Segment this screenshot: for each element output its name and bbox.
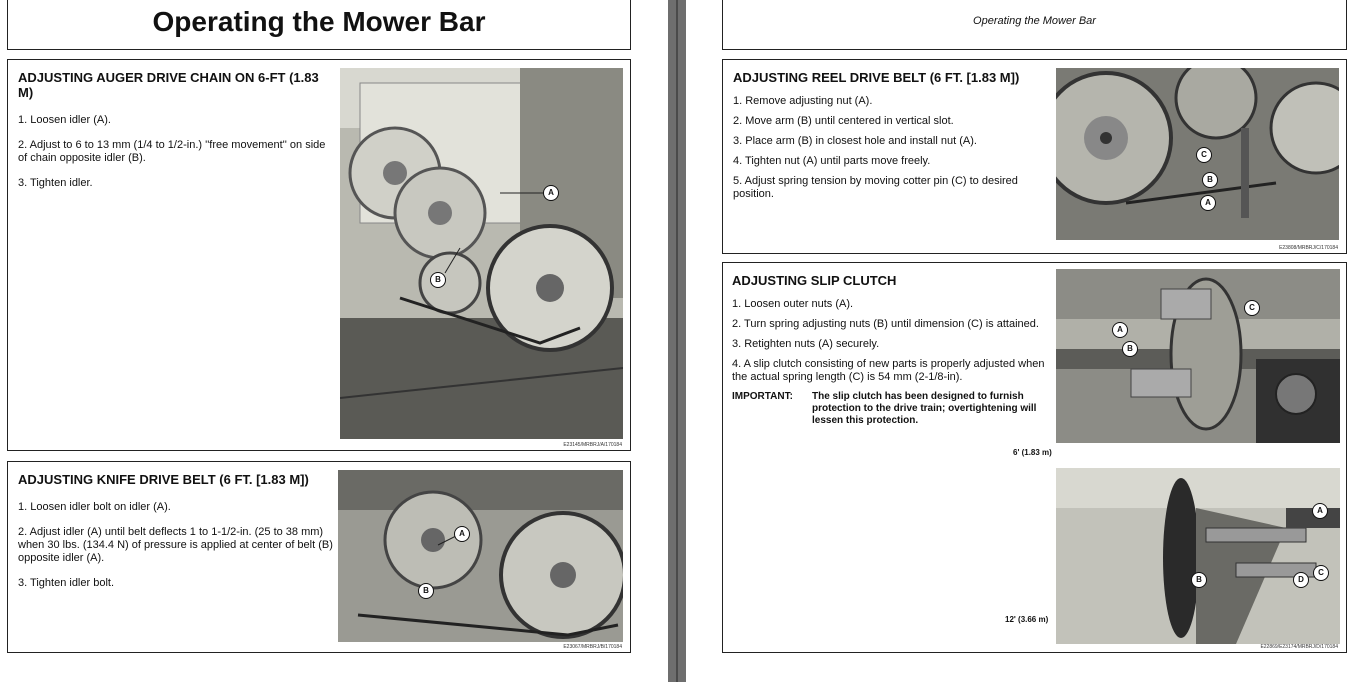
- slip-clutch-text: [732, 273, 1056, 427]
- page-gutter: [668, 0, 686, 682]
- left-title-box: [7, 0, 631, 50]
- auger-chain-photo: [340, 68, 623, 439]
- knife-belt-photo: [338, 470, 623, 642]
- step-4: 4. A slip clutch consisting of new parts is properly adjusted when the actual spring length (C) is 54 mm (2-1/8-in).: [732, 358, 1045, 383]
- callout-d: D: [1293, 572, 1309, 588]
- page-title: Operating the Mower Bar: [152, 6, 486, 37]
- knife-belt-text: [18, 472, 336, 602]
- important-label: IMPORTANT:: [732, 391, 793, 402]
- reel-belt-photo: [1056, 68, 1339, 240]
- important-text: The slip clutch has been designed to furnish protection to the drive train; overtightening will lessen this protection.: [812, 391, 1037, 426]
- callout-b: B: [430, 272, 446, 288]
- step-1: 1. Loosen idler (A).: [18, 114, 111, 126]
- step-3: 3. Tighten idler.: [18, 177, 93, 189]
- callout-c: C: [1244, 300, 1260, 316]
- size-label-6ft: 6' (1.83 m): [1013, 448, 1052, 457]
- callout-a: A: [454, 526, 470, 542]
- callout-a: A: [543, 185, 559, 201]
- reel-belt-text: [733, 70, 1053, 208]
- callout-a: A: [1312, 503, 1328, 519]
- knife-belt-section: [7, 461, 631, 653]
- step-2: 2. Adjust idler (A) until belt deflects 1 to 1-1/2-in. (25 to 38 mm) when 30 lbs. (134.4 N) of pressure is applied at center of belt (B) opposite idler (A).: [18, 526, 333, 564]
- reel-belt-section: [722, 59, 1347, 254]
- callout-a: A: [1200, 195, 1216, 211]
- step-2: 2. Turn spring adjusting nuts (B) until dimension (C) is attained.: [732, 318, 1039, 330]
- step-2: 2. Adjust to 6 to 13 mm (1/4 to 1/2-in.) ''free movement'' on side of chain opposite idler (B).: [18, 139, 326, 164]
- step-5: 5. Adjust spring tension by moving cotter pin (C) to desired position.: [733, 175, 1018, 200]
- callout-b: B: [1122, 341, 1138, 357]
- figure-caption: E23067/MRBRJ/B/170184: [563, 644, 622, 650]
- callout-c: C: [1313, 565, 1329, 581]
- auger-chain-text: [18, 70, 330, 202]
- step-3: 3. Tighten idler bolt.: [18, 577, 115, 589]
- step-1: 1. Remove adjusting nut (A).: [733, 95, 873, 107]
- slip-clutch-photo-6ft: [1056, 269, 1340, 443]
- callout-b: B: [1202, 172, 1218, 188]
- callout-c: C: [1196, 147, 1212, 163]
- slip-clutch-section: [722, 262, 1347, 653]
- figure-caption: E23145/MRBRJ/A/170184: [563, 442, 622, 448]
- figure-caption: E22869/E23174/MRBRJ/D/170184: [1260, 644, 1338, 650]
- step-3: 3. Place arm (B) in closest hole and install nut (A).: [733, 135, 977, 147]
- step-3: 3. Retighten nuts (A) securely.: [732, 338, 880, 350]
- important-note: [732, 391, 1056, 427]
- callout-b: B: [418, 583, 434, 599]
- section-heading: ADJUSTING KNIFE DRIVE BELT (6 FT. [1.83 M]): [18, 472, 309, 487]
- section-heading: ADJUSTING REEL DRIVE BELT (6 FT. [1.83 M]): [733, 70, 1020, 85]
- right-page: [686, 0, 1357, 682]
- callout-a: A: [1112, 322, 1128, 338]
- size-label-12ft: 12' (3.66 m): [1005, 615, 1049, 624]
- left-page: [0, 0, 668, 682]
- step-1: 1. Loosen idler bolt on idler (A).: [18, 501, 171, 513]
- section-heading: ADJUSTING SLIP CLUTCH: [732, 273, 897, 288]
- section-heading: ADJUSTING AUGER DRIVE CHAIN ON 6-FT (1.83 M): [18, 70, 319, 100]
- step-1: 1. Loosen outer nuts (A).: [732, 298, 854, 310]
- step-2: 2. Move arm (B) until centered in vertical slot.: [733, 115, 954, 127]
- slip-clutch-photo-12ft: [1056, 468, 1340, 644]
- step-4: 4. Tighten nut (A) until parts move freely.: [733, 155, 931, 167]
- figure-caption: E23808/MRBRJ/C/170184: [1279, 245, 1338, 251]
- page-title: Operating the Mower Bar: [973, 15, 1096, 27]
- callout-b: B: [1191, 572, 1207, 588]
- auger-chain-section: [7, 59, 631, 451]
- right-title-box: [722, 0, 1347, 50]
